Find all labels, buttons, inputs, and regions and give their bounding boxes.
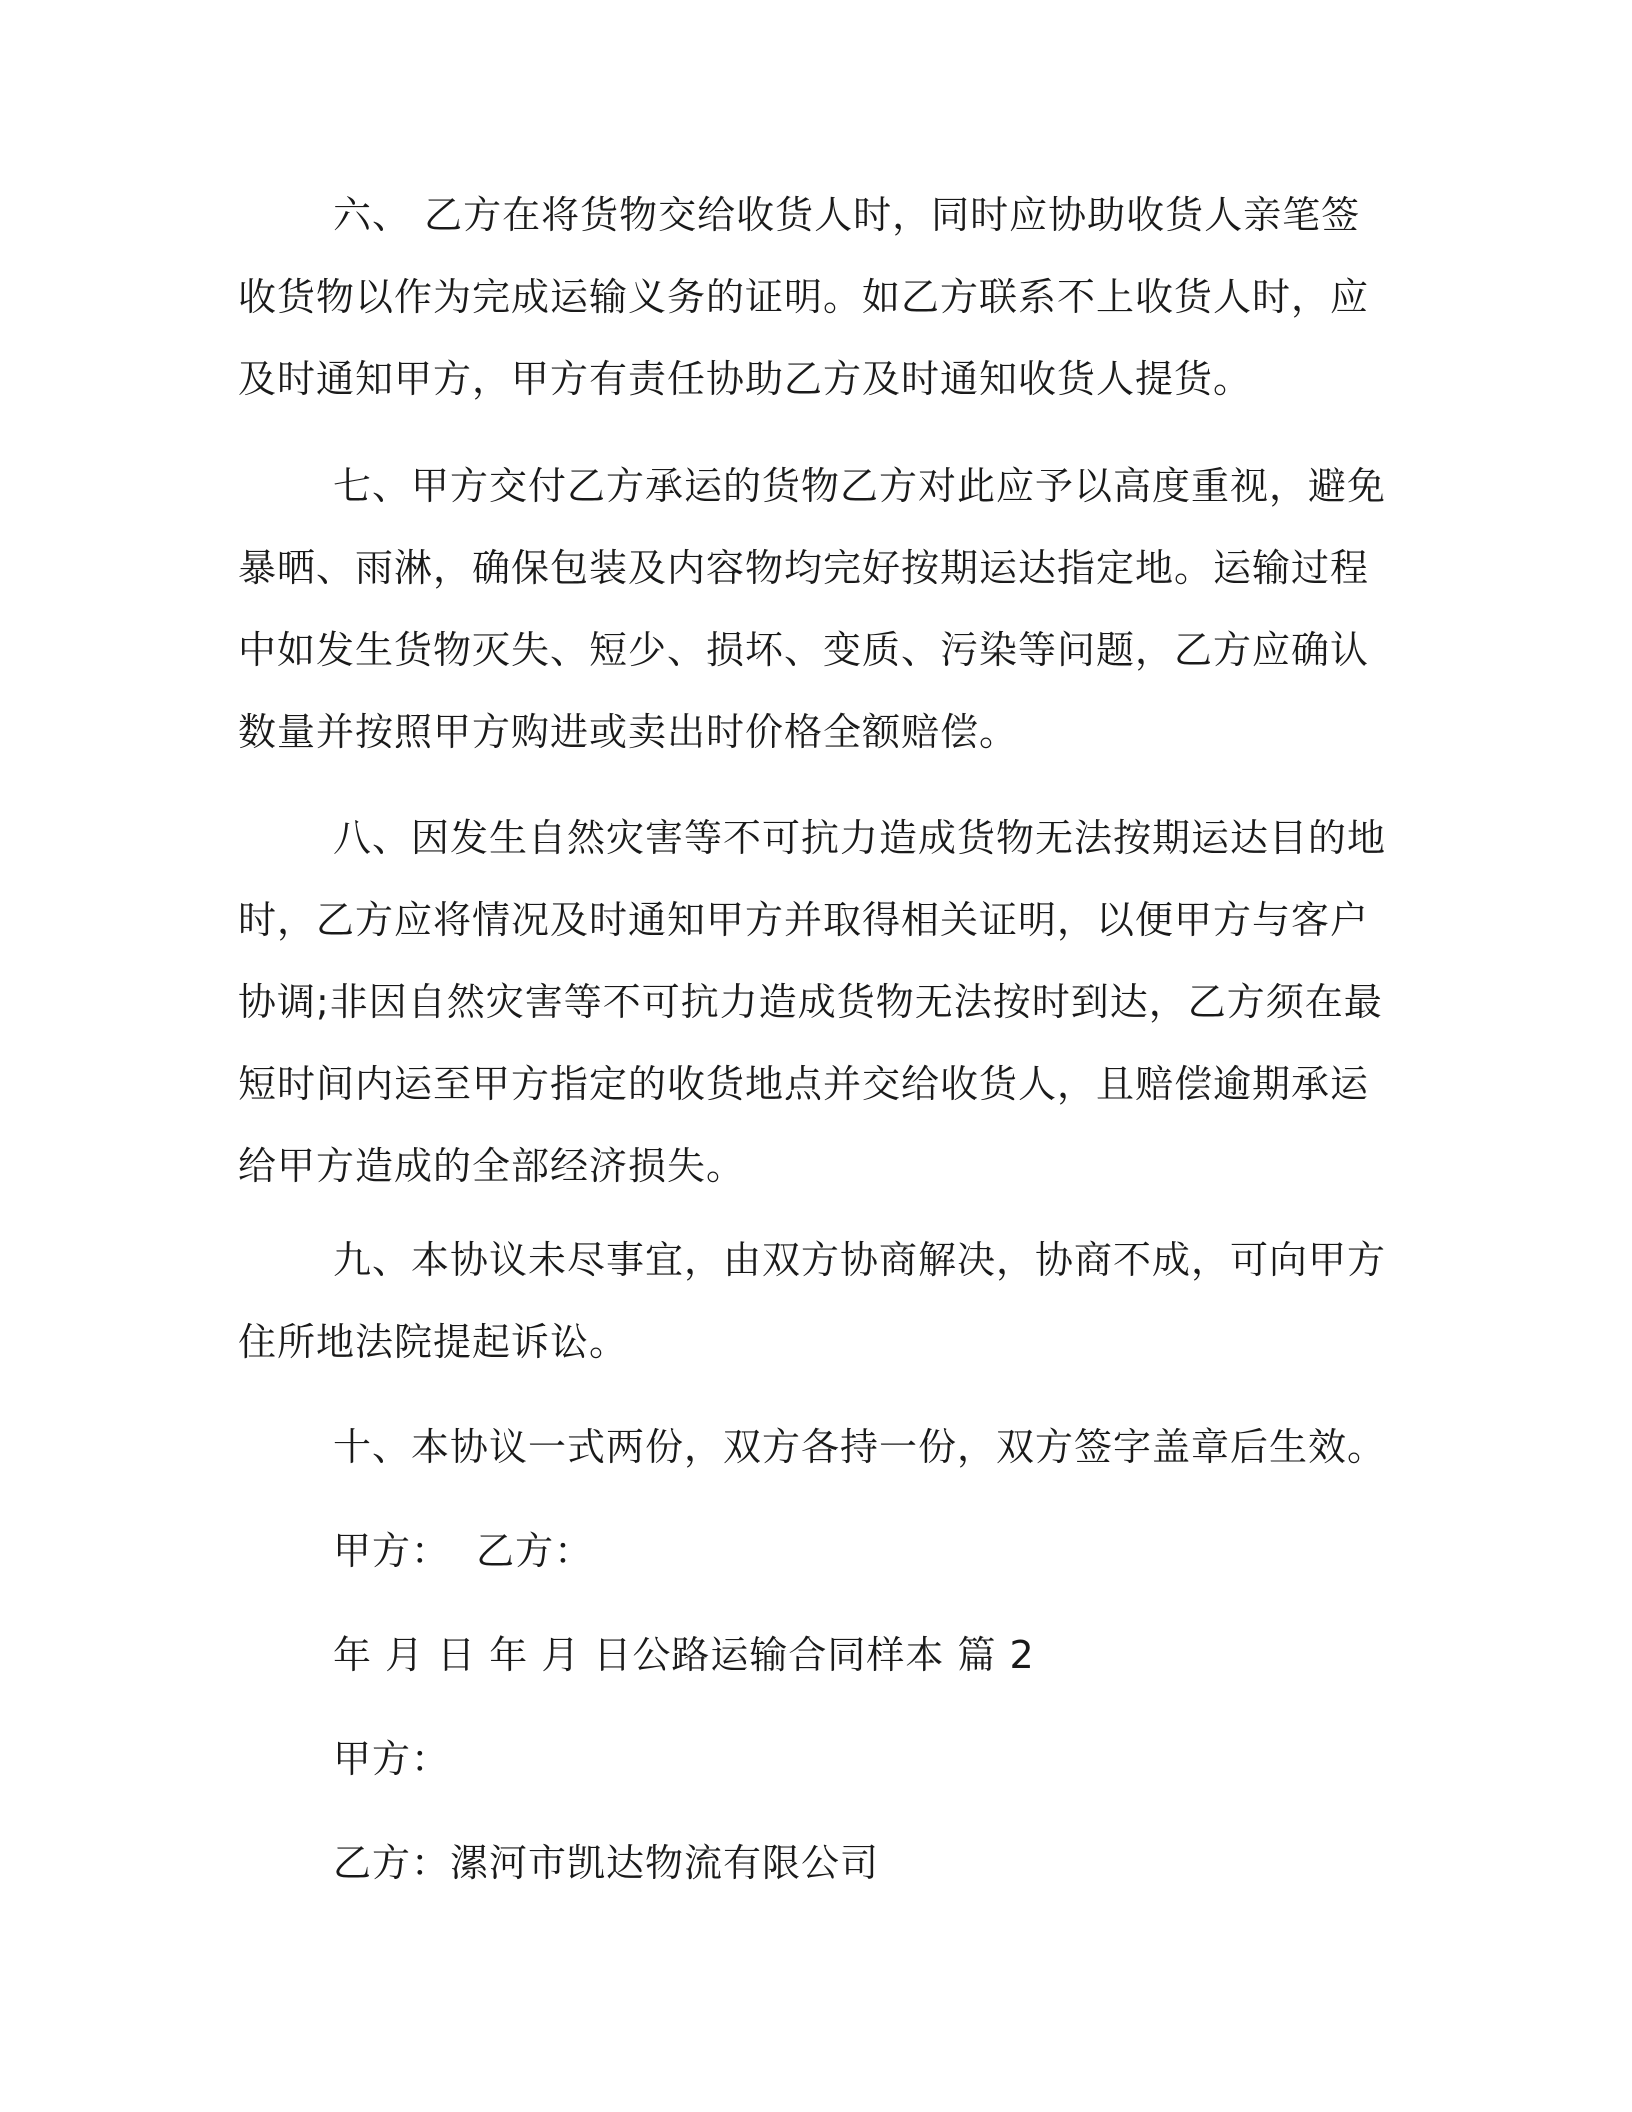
contract2-party-a: 甲方：: [333, 1737, 451, 1781]
contract2-party-b: 乙方：漯河市凯达物流有限公司: [333, 1841, 880, 1885]
clause-seven: 七、甲方交付乙方承运的货物乙方对此应予以高度重视，避免暴晒、雨淋，确保包装及内容物均完好按期运达指定地。运输过程中如发生货物灭失、短少、损坏、变质、污染等问题，乙方应确认数量并按照甲方购进或卖出时价格全额赔偿。: [238, 464, 1387, 754]
clause-nine: 九、本协议未尽事宜，由双方协商解决，协商不成，可向甲方住所地法院提起诉讼。: [238, 1238, 1387, 1364]
clause-ten: 十、本协议一式两份，双方各持一份，双方签字盖章后生效。: [333, 1425, 1387, 1469]
clause-eight: 八、因发生自然灾害等不可抗力造成货物无法按期运达目的地时，乙方应将情况及时通知甲方并取得相关证明，以便甲方与客户协调;非因自然灾害等不可抗力造成货物无法按时到达，乙方须在最短时间内运至甲方指定的收货地点并交给收货人，且赔偿逾期承运给甲方造成的全部经济损失。: [238, 816, 1387, 1188]
signature-parties-line: 甲方： 乙方：: [333, 1529, 594, 1573]
clause-six: 六、 乙方在将货物交给收货人时，同时应协助收货人亲笔签收货物以作为完成运输义务的证明。如乙方联系不上收货人时，应及时通知甲方，甲方有责任协助乙方及时通知收货人提货。: [238, 193, 1370, 401]
signature-date-line: 年 月 日 年 月 日公路运输合同样本 篇 2: [333, 1633, 1035, 1677]
